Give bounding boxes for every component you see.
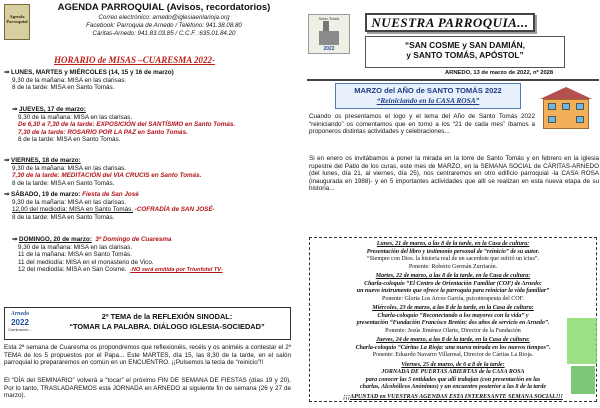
mass-line: 12,00 del mediodía: MISA en Santo Tomás.	[12, 206, 133, 214]
rosary-line: 7,30 de la tarde: ROSARIO POR LA PAZ en Santo Tomás.	[18, 128, 188, 136]
program-day: Miércoles, 23 de marzo, a las 8 de la tarde, en la Casa de cultura:	[372, 305, 534, 311]
mass-line: 8 de la tarde: MISA en Santo Tomás.	[12, 84, 115, 92]
casa-rosa-illustration	[537, 87, 595, 131]
program-line: Ponente: Gloria Los Arcos García, psicoterapeuta del COF.	[382, 295, 524, 302]
mass-line: 9,30 de la mañana: MISA en las clarisas.	[12, 198, 127, 206]
program-line: Presentación del libro y testimonio personal de “reinicio” de su autor.	[366, 248, 540, 255]
feast-name: Fiesta de San José	[82, 191, 139, 198]
green-logo-watermark	[567, 318, 599, 396]
logo-year: 2022	[323, 46, 335, 52]
arrow-icon: ⇒	[12, 236, 18, 243]
section-sabado	[4, 191, 288, 221]
logo-caption: Santo Tomás	[318, 16, 340, 21]
mass-line: 9,30 de la mañana: MISA en las clarisas.	[12, 164, 127, 172]
house-window-shape	[576, 116, 584, 123]
program-line: Charla-coloquio “Reconectando a los mayores con la vida” y	[377, 312, 529, 319]
watermark-shape	[571, 366, 595, 394]
agenda-facebook-phone: Facebook: Parroquia de Arnedo / Teléfono: 941.38.08.80	[86, 22, 242, 29]
mass-line: 11 de la mañana: MISA en Santo Tomás.	[18, 251, 132, 259]
arrow-icon: ⇒	[4, 191, 10, 198]
agenda-logo	[4, 4, 30, 40]
program-line: un nuevo instrumento que ofrece la parroquia para reiniciar la vida familiar”	[356, 288, 550, 294]
sinodal-logo-motto: Caminando...	[8, 327, 32, 332]
sinodal-logo-year: 2022	[11, 318, 29, 327]
watermark-shape	[567, 318, 597, 364]
house-window-shape	[548, 116, 556, 123]
program-line: JORNADA DE PUERTAS ABIERTAS de la CASA ROSA	[381, 369, 525, 375]
marzo-title: MARZO del AÑO de SANTO TOMÁS 2022	[354, 86, 502, 95]
newsletter-title-box	[365, 13, 535, 32]
agenda-logo-text: Agenda Parroquial	[6, 14, 28, 25]
mass-line: 12 del mediodía: MISA en San Cosme.	[18, 266, 127, 274]
program-line: Charla-coloquio “Cáritas La Rioja: una nueva mirada en los nuevos tiempos”.	[355, 344, 551, 351]
program-line: presentación “Fundación Francisco Bretón: dos años de servicio en Arnedo”.	[356, 320, 550, 326]
program-day: Jueves, 24 de marzo, a las 8 de la tarde, en la Casa de cultura:	[376, 337, 530, 343]
divider	[307, 79, 599, 81]
semana-social-paragraph: Si en enero os invitábamos a poner la mirada en la torre de Santo Tomás y en febrero en la iglesia rupestre del Patio de los curas, este mes de MARZO, en la SEMANA SOCIAL de CÁRITAS-ARNEDO (del lunes, día 21, al viernes, día 25), nos centraremos en otro edificio parroquial -la CASA ROSA (inaugurada en 1988)- y en 5 importantes actividades que allí se realizan en esta nueva etapa de su historia...	[309, 155, 599, 193]
santo-tomas-logo	[308, 14, 350, 54]
agenda-header	[4, 2, 292, 48]
house-window-shape	[562, 103, 570, 110]
newsletter-title: NUESTRA PARROQUIA...	[371, 15, 529, 30]
arrow-icon: ⇒	[4, 157, 10, 164]
program-line: Ponente: Roberto Germán Zurriarán.	[408, 263, 498, 270]
section-lunes-miercoles	[4, 69, 288, 92]
mass-line: 9,30 de la mañana: MISA en las clarisas.	[18, 243, 133, 251]
semana-social-program	[309, 237, 597, 402]
program-line: Ponente: Eduardo Navarro Villarreal, Director de Cáritas La Rioja.	[372, 352, 534, 358]
section-head: SÁBADO, 19 de marzo:	[11, 191, 81, 198]
program-line: charlas, Alcohólicos Anónimos) y un encuentro posterior a las 8 de la tarde	[359, 384, 547, 390]
house-window-shape	[576, 103, 584, 110]
mass-line: 9,30 de la mañana: MISA en las clarisas.	[18, 113, 133, 121]
agenda-caritas-phone: Cáritas-Arnedo: 941.83.03.85 / C.C.F. :635.01.84.20	[92, 30, 236, 37]
section-domingo	[4, 236, 288, 275]
church-body-shape	[319, 31, 339, 45]
newsletter-page	[305, 0, 600, 408]
seminario-paragraph: El “DÍA del SEMINARIO” volverá a “tocar” el próximo FIN DE SEMANA DE FIESTAS (días 19 y 20). Por lo tanto, TRASLADAREMOS esta JORNADA en ARNEDO al siguiente fin de semana (26 y 27 de marzo).	[4, 377, 291, 400]
mass-line: 8 de la tarde: MISA en Santo Tomás.	[18, 136, 121, 144]
program-line: para conocer las 5 entidades que allí trabajan (con presentación en las	[365, 376, 541, 383]
program-line: Charla-coloquio “El Centro de Orientación Familiar (COF) de Arnedo:	[364, 280, 542, 287]
intro-paragraph: Cuando os presentamos el logo y el lema del Año de Santo Tomás 2022 “reiniciando” os comentamos que en torno a los “21 de cada mes” íbamos a proponeros distintas actividades y celebraciones...	[309, 113, 535, 136]
marzo-header-box	[335, 83, 521, 109]
section-head: JUEVES, 17 de marzo:	[19, 106, 86, 113]
parish-name-line2: y SANTO TOMÁS, APÓSTOL”	[406, 50, 524, 60]
sinodal-box	[4, 307, 291, 340]
cofradia-note: -COFRADÍA de SAN JOSÉ-	[134, 206, 215, 214]
mass-line: 9,30 de la mañana: MISA en las clarisas.	[12, 76, 127, 84]
marzo-subtitle: “Reiniciando en la CASA ROSA”	[376, 96, 480, 105]
section-head: LUNES, MARTES y MIÉRCOLES (14, 15 y 16 de marzo)	[11, 69, 174, 76]
house-window-shape	[548, 103, 556, 110]
via-crucis-line: 7,30 de la tarde: MEDITACIÓN del VIA CRUCIS en Santo Tomás.	[12, 172, 202, 180]
sinodal-paragraph: Esta 2ª semana de Cuaresma os propondremos que reflexionéis, recéis y os animéis a contestar el 2º TEMA de los 5 propuestos por el Papa... Este MARTES, día 15, las 8,30 de la tarde, en el salón parroquial lo prepararemos en común en un ENCUENTRO. ¡¡Pulsemos la tecla de “reinicio”!!	[4, 344, 291, 367]
sinodal-title: 2º TEMA de la REFLEXIÓN SINODAL:	[101, 312, 233, 321]
tv-note: -NO será emitida por Triunfotel TV-	[130, 267, 223, 274]
section-viernes	[4, 157, 288, 187]
section-jueves	[4, 106, 288, 144]
program-line: “Siempre con Dios. la historia real de un sacerdote que sufrió un ictus”.	[367, 256, 539, 262]
program-day: Lunes, 21 de marzo, a las 8 de la tarde, en la Casa de cultura:	[376, 241, 530, 247]
agenda-title: AGENDA PARROQUIAL (Avisos, recordatorios)	[57, 2, 271, 13]
arrow-icon: ⇒	[4, 69, 10, 76]
program-line: Ponente: Jesús Jiménez Olarte, Director de la Fundación	[385, 327, 521, 334]
sinodal-logo	[7, 311, 33, 337]
program-day: Viernes, 25 de marzo, de 6 a 8 de la tarde:	[401, 361, 505, 368]
horario-title: HORARIO de MISAS –CUARESMA 2022-	[54, 55, 216, 65]
program-footer: ¡¡¡APUNTAD en VUESTRAS AGENDAS ESTA INTERESANTE SEMANA SOCIAL!!!	[343, 393, 563, 400]
sunday-name: 3º Domingo de Cuaresma	[95, 236, 172, 243]
parish-name-line1: “SAN COSME y SAN DAMIÁN,	[404, 40, 526, 50]
agenda-page	[0, 0, 295, 408]
sinodal-subtitle: “TOMAR LA PALABRA. DIÁLOGO IGLESIA-SOCIEDAD”	[69, 322, 265, 331]
adoration-line: De 6,30 a 7,30 de la tarde: EXPOSICIÓN del SANTÍSIMO en Santo Tomás.	[18, 121, 236, 129]
agenda-email: Correo electrónico: arnedo@iglesiaenlarioja.org	[98, 14, 230, 21]
program-list	[310, 238, 596, 401]
parish-name-box	[365, 36, 565, 68]
program-day: Martes, 22 de marzo, a las 8 de la tarde, en la Casa de cultura:	[375, 273, 531, 279]
mass-line: 8 de la tarde: MISA en Santo Tomás.	[12, 179, 115, 187]
arrow-icon: ⇒	[12, 106, 18, 113]
house-roof-shape	[540, 87, 592, 99]
mass-line: 8 de la tarde: MISA en Santo Tomás.	[12, 213, 115, 221]
sinodal-logo-town: Arnedo	[10, 311, 30, 317]
church-tower-shape	[323, 21, 329, 31]
section-head: VIERNES, 18 de marzo:	[11, 157, 81, 164]
mass-line: 11 del mediodía: MISA en el monasterio de Vico.	[18, 258, 154, 266]
section-head: DOMINGO, 20 de marzo:	[19, 236, 92, 243]
issue-date: ARNEDO, 13 de marzo de 2022, nº 2028	[445, 70, 554, 76]
